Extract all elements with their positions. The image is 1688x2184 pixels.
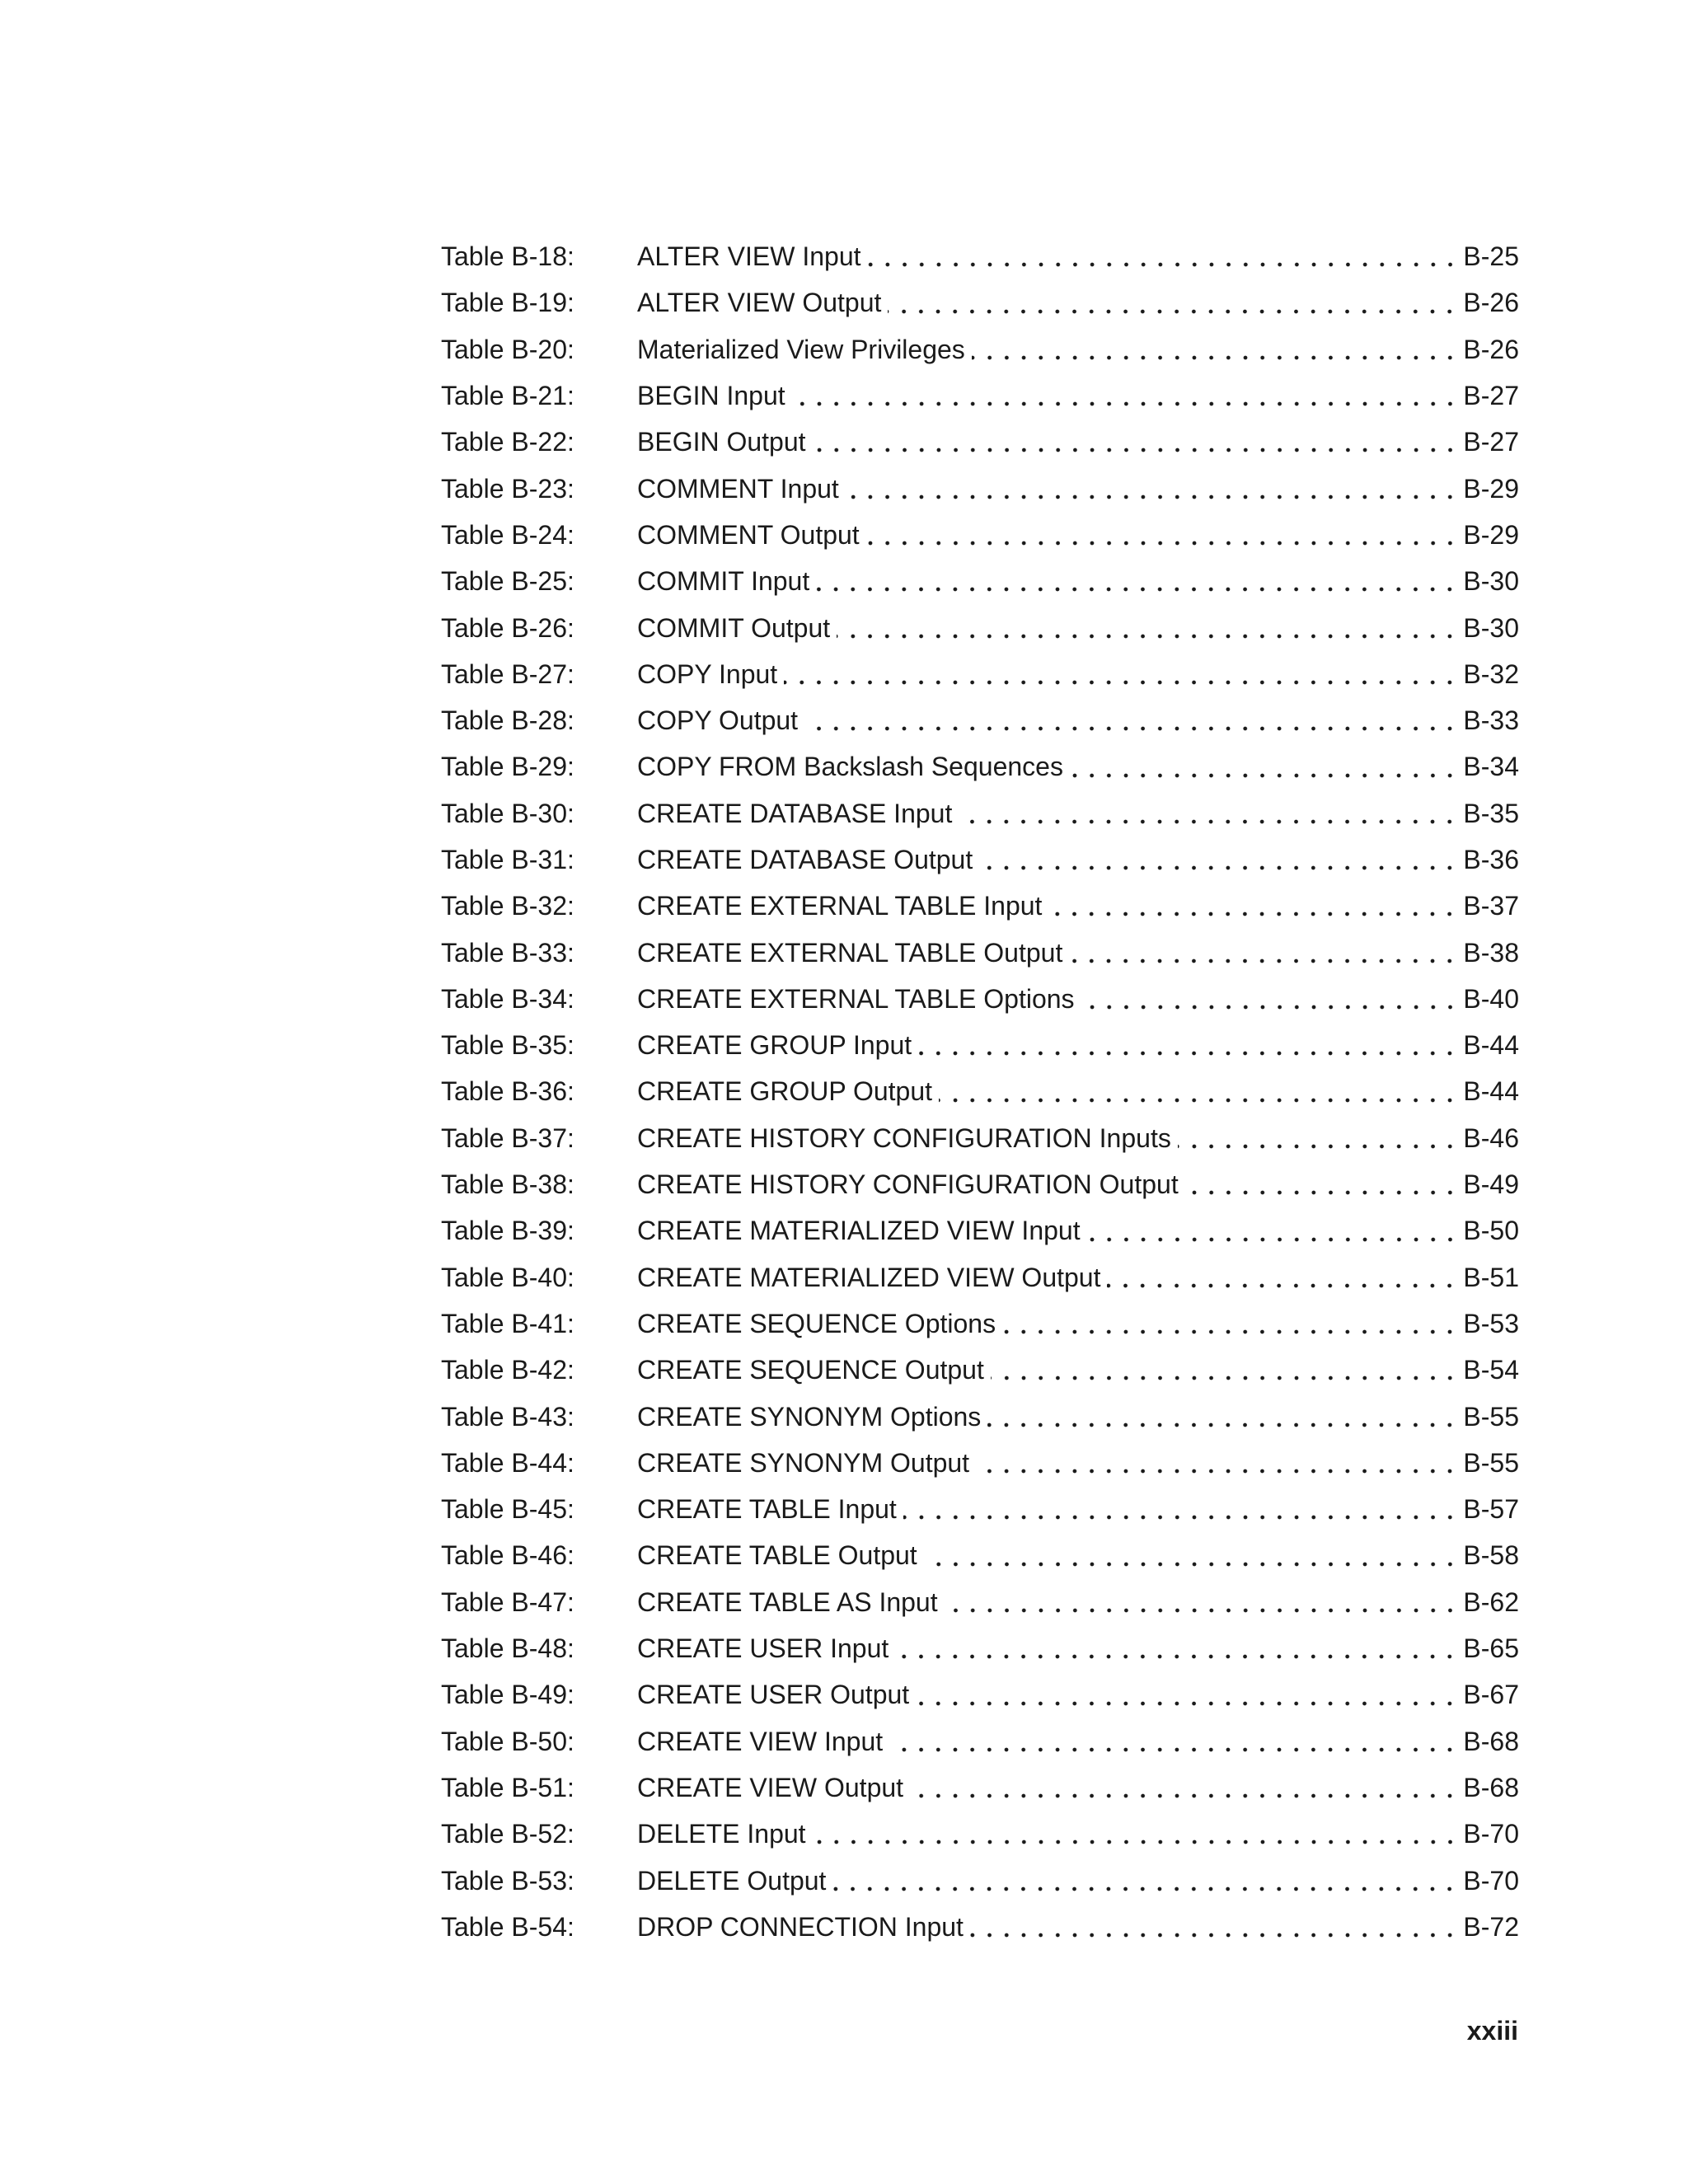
toc-entry-title: CREATE MATERIALIZED VIEW Output <box>637 1262 1101 1292</box>
toc-entry-page: B-30 <box>1463 612 1519 643</box>
dot-leader <box>979 865 1458 870</box>
toc-entry[interactable] <box>441 512 1519 558</box>
toc-entry-title: CREATE SYNONYM Options <box>637 1401 982 1432</box>
dot-leader <box>846 494 1459 499</box>
toc-entry-title: CREATE TABLE Output <box>637 1540 917 1571</box>
dot-leader <box>1107 1283 1458 1288</box>
dot-leader <box>910 1793 1458 1798</box>
toc-entry-title: CREATE USER Input <box>637 1633 889 1664</box>
toc-entry[interactable] <box>441 1115 1519 1161</box>
dot-leader <box>1185 1190 1459 1195</box>
toc-entry-title: CREATE HISTORY CONFIGURATION Inputs <box>637 1122 1171 1153</box>
toc-entry-label: Table B-41: <box>441 1308 574 1338</box>
toc-entry[interactable] <box>441 1207 1519 1254</box>
toc-entry-label: Table B-23: <box>441 473 574 504</box>
dot-leader <box>991 1376 1459 1380</box>
toc-entry-label: Table B-43: <box>441 1401 574 1432</box>
toc-entry-title: COPY FROM Backslash Sequences <box>637 752 1063 782</box>
toc-entry-page: B-25 <box>1463 241 1519 272</box>
toc-entry-title: COMMIT Input <box>637 566 810 597</box>
dot-leader <box>959 819 1458 824</box>
toc-entry-page: B-37 <box>1463 891 1519 921</box>
toc-entry[interactable] <box>441 883 1519 929</box>
dot-leader <box>924 1562 1459 1567</box>
toc-entry[interactable] <box>441 743 1519 790</box>
toc-entry-page: B-35 <box>1463 798 1519 828</box>
dot-leader <box>1002 1329 1458 1334</box>
toc-entry-title: ALTER VIEW Output <box>637 288 882 318</box>
dot-leader <box>1087 1237 1459 1242</box>
dot-leader <box>987 1422 1458 1427</box>
toc-entry-page: B-32 <box>1463 658 1519 689</box>
dot-leader <box>813 1840 1459 1844</box>
toc-entry[interactable] <box>441 1301 1519 1347</box>
toc-entry[interactable] <box>441 419 1519 465</box>
toc-entry-page: B-46 <box>1463 1122 1519 1153</box>
toc-entry-page: B-27 <box>1463 427 1519 457</box>
toc-entry-page: B-29 <box>1463 473 1519 504</box>
page-number: xxiii <box>1466 2016 1518 2046</box>
toc-entry[interactable] <box>441 1068 1519 1114</box>
toc-entry[interactable] <box>441 837 1519 883</box>
toc-entry-page: B-62 <box>1463 1586 1519 1617</box>
dot-leader <box>888 309 1458 314</box>
toc-entry[interactable] <box>441 1022 1519 1068</box>
dot-leader <box>1069 958 1458 963</box>
toc-entry-label: Table B-47: <box>441 1586 574 1617</box>
toc-entry-label: Table B-36: <box>441 1076 574 1107</box>
toc-entry-label: Table B-29: <box>441 752 574 782</box>
toc-entry-title: CREATE DATABASE Output <box>637 845 973 874</box>
dot-leader <box>868 262 1459 267</box>
toc-entry[interactable] <box>441 1857 1519 1903</box>
dot-leader <box>792 401 1459 406</box>
toc-entry[interactable] <box>441 1811 1519 1857</box>
dot-leader <box>837 634 1458 639</box>
toc-entry-page: B-72 <box>1463 1911 1519 1942</box>
toc-entry-title: CREATE GROUP Input <box>637 1030 912 1061</box>
toc-entry-title: BEGIN Output <box>637 427 806 457</box>
toc-entry-page: B-70 <box>1463 1819 1519 1849</box>
toc-entry-page: B-33 <box>1463 705 1519 736</box>
toc-entry-title: CREATE USER Output <box>637 1680 910 1710</box>
toc-entry-label: Table B-42: <box>441 1355 574 1385</box>
toc-entry-label: Table B-46: <box>441 1540 574 1571</box>
toc-entry-label: Table B-28: <box>441 705 574 736</box>
toc-entry-label: Table B-51: <box>441 1772 574 1802</box>
toc-entry-title: COMMENT Output <box>637 519 860 550</box>
dot-leader <box>976 1469 1458 1474</box>
toc-entry-label: Table B-21: <box>441 381 574 411</box>
toc-entry-label: Table B-54: <box>441 1911 574 1942</box>
toc-entry[interactable] <box>441 1347 1519 1393</box>
toc-entry-page: B-65 <box>1463 1633 1519 1664</box>
toc-entry-label: Table B-31: <box>441 845 574 874</box>
dot-leader <box>889 1747 1458 1752</box>
toc-entry-label: Table B-26: <box>441 612 574 643</box>
toc-entry-page: B-49 <box>1463 1169 1519 1200</box>
toc-entry-page: B-27 <box>1463 381 1519 411</box>
toc-entry-page: B-68 <box>1463 1772 1519 1802</box>
dot-leader <box>970 1933 1458 1938</box>
toc-entry[interactable] <box>441 1486 1519 1532</box>
toc-entry[interactable] <box>441 651 1519 697</box>
toc-entry-page: B-26 <box>1463 334 1519 364</box>
toc-entry-page: B-36 <box>1463 845 1519 874</box>
toc-entry-label: Table B-40: <box>441 1262 574 1292</box>
dot-leader <box>866 541 1459 546</box>
dot-leader <box>1070 773 1458 778</box>
dot-leader <box>1081 1005 1459 1010</box>
toc-entry[interactable] <box>441 233 1519 279</box>
toc-entry-label: Table B-48: <box>441 1633 574 1664</box>
dot-leader <box>1178 1144 1459 1149</box>
dot-leader <box>972 355 1459 360</box>
toc-entry[interactable] <box>441 326 1519 373</box>
toc-entry-title: CREATE SYNONYM Output <box>637 1447 970 1478</box>
toc-entry-title: COMMENT Input <box>637 473 839 504</box>
toc-entry-page: B-34 <box>1463 752 1519 782</box>
toc-entry-label: Table B-25: <box>441 566 574 597</box>
dot-leader <box>945 1608 1459 1613</box>
toc-entry-page: B-29 <box>1463 519 1519 550</box>
toc-entry-title: CREATE SEQUENCE Output <box>637 1355 984 1385</box>
toc-entry-label: Table B-19: <box>441 288 574 318</box>
toc-entry[interactable] <box>441 1765 1519 1811</box>
toc-entry-page: B-40 <box>1463 983 1519 1014</box>
toc-entry[interactable] <box>441 373 1519 419</box>
toc-entry[interactable] <box>441 697 1519 743</box>
dot-leader <box>784 680 1458 685</box>
toc-entry-title: CREATE VIEW Output <box>637 1772 904 1802</box>
toc-entry-title: CREATE MATERIALIZED VIEW Input <box>637 1216 1081 1246</box>
toc-entry-page: B-44 <box>1463 1030 1519 1061</box>
toc-entry-label: Table B-35: <box>441 1030 574 1061</box>
toc-entry-title: CREATE HISTORY CONFIGURATION Output <box>637 1169 1179 1200</box>
toc-entry[interactable] <box>441 1904 1519 1950</box>
toc-entry-page: B-70 <box>1463 1865 1519 1896</box>
toc-entry-label: Table B-52: <box>441 1819 574 1849</box>
toc-entry-label: Table B-20: <box>441 334 574 364</box>
toc-entry-title: CREATE TABLE Input <box>637 1494 897 1525</box>
dot-leader <box>804 726 1458 731</box>
toc-entry-label: Table B-44: <box>441 1447 574 1478</box>
toc-entry-title: BEGIN Input <box>637 381 785 411</box>
dot-leader <box>816 587 1458 592</box>
toc-entry-label: Table B-53: <box>441 1865 574 1896</box>
dot-leader <box>1048 912 1458 916</box>
dot-leader <box>813 448 1459 452</box>
toc-entry-title: CREATE TABLE AS Input <box>637 1586 938 1617</box>
toc-entry-title: CREATE DATABASE Input <box>637 798 953 828</box>
toc-entry-title: COPY Input <box>637 658 778 689</box>
toc-entry[interactable] <box>441 790 1519 837</box>
toc-entry-title: CREATE EXTERNAL TABLE Options <box>637 983 1075 1014</box>
dot-leader <box>918 1051 1458 1056</box>
toc-entry-label: Table B-30: <box>441 798 574 828</box>
dot-leader <box>895 1654 1458 1659</box>
toc-entry-page: B-57 <box>1463 1494 1519 1525</box>
toc-entry-page: B-44 <box>1463 1076 1519 1107</box>
toc-entry[interactable] <box>441 1254 1519 1301</box>
toc-entry-page: B-26 <box>1463 288 1519 318</box>
toc-entry-page: B-68 <box>1463 1726 1519 1756</box>
toc-entry-title: COPY Output <box>637 705 799 736</box>
table-of-contents <box>441 233 1519 1950</box>
toc-entry-page: B-51 <box>1463 1262 1519 1292</box>
toc-entry[interactable] <box>441 1161 1519 1207</box>
toc-entry-label: Table B-24: <box>441 519 574 550</box>
dot-leader <box>903 1515 1459 1520</box>
toc-entry-page: B-50 <box>1463 1216 1519 1246</box>
toc-entry-page: B-55 <box>1463 1447 1519 1478</box>
toc-entry-page: B-38 <box>1463 937 1519 968</box>
toc-entry-title: CREATE EXTERNAL TABLE Output <box>637 937 1063 968</box>
toc-entry-label: Table B-37: <box>441 1122 574 1153</box>
toc-entry[interactable] <box>441 1440 1519 1486</box>
toc-entry[interactable] <box>441 1393 1519 1439</box>
toc-entry-title: CREATE EXTERNAL TABLE Input <box>637 891 1043 921</box>
toc-entry-page: B-54 <box>1463 1355 1519 1385</box>
toc-entry-label: Table B-22: <box>441 427 574 457</box>
toc-entry-label: Table B-39: <box>441 1216 574 1246</box>
toc-entry[interactable] <box>441 465 1519 511</box>
toc-entry-title: DELETE Output <box>637 1865 827 1896</box>
toc-entry-label: Table B-33: <box>441 937 574 968</box>
toc-entry-label: Table B-27: <box>441 658 574 689</box>
toc-entry-page: B-53 <box>1463 1308 1519 1338</box>
toc-entry-title: DELETE Input <box>637 1819 806 1849</box>
toc-entry-page: B-30 <box>1463 566 1519 597</box>
toc-entry-label: Table B-34: <box>441 983 574 1014</box>
toc-entry-label: Table B-50: <box>441 1726 574 1756</box>
toc-entry-page: B-55 <box>1463 1401 1519 1432</box>
toc-entry-label: Table B-18: <box>441 241 574 272</box>
toc-entry-label: Table B-32: <box>441 891 574 921</box>
toc-entry-title: CREATE GROUP Output <box>637 1076 933 1107</box>
dot-leader <box>939 1098 1458 1103</box>
toc-entry[interactable] <box>441 604 1519 650</box>
toc-entry-title: CREATE VIEW Input <box>637 1726 884 1756</box>
toc-entry-page: B-58 <box>1463 1540 1519 1571</box>
toc-entry-title: Materialized View Privileges <box>637 334 965 364</box>
toc-entry-title: COMMIT Output <box>637 612 831 643</box>
toc-entry-title: DROP CONNECTION Input <box>637 1911 964 1942</box>
toc-entry[interactable] <box>441 1718 1519 1765</box>
toc-entry-label: Table B-49: <box>441 1680 574 1710</box>
toc-entry[interactable] <box>441 1579 1519 1625</box>
dot-leader <box>916 1701 1458 1706</box>
toc-entry[interactable] <box>441 1625 1519 1671</box>
toc-entry[interactable] <box>441 558 1519 604</box>
toc-entry-title: ALTER VIEW Input <box>637 241 861 272</box>
toc-entry[interactable] <box>441 929 1519 975</box>
dot-leader <box>832 1886 1458 1891</box>
toc-entry-label: Table B-45: <box>441 1494 574 1525</box>
toc-entry[interactable] <box>441 976 1519 1022</box>
toc-entry-page: B-67 <box>1463 1680 1519 1710</box>
toc-entry-label: Table B-38: <box>441 1169 574 1200</box>
toc-entry[interactable] <box>441 279 1519 326</box>
toc-entry[interactable] <box>441 1671 1519 1718</box>
toc-entry[interactable] <box>441 1532 1519 1578</box>
toc-entry-title: CREATE SEQUENCE Options <box>637 1308 996 1338</box>
